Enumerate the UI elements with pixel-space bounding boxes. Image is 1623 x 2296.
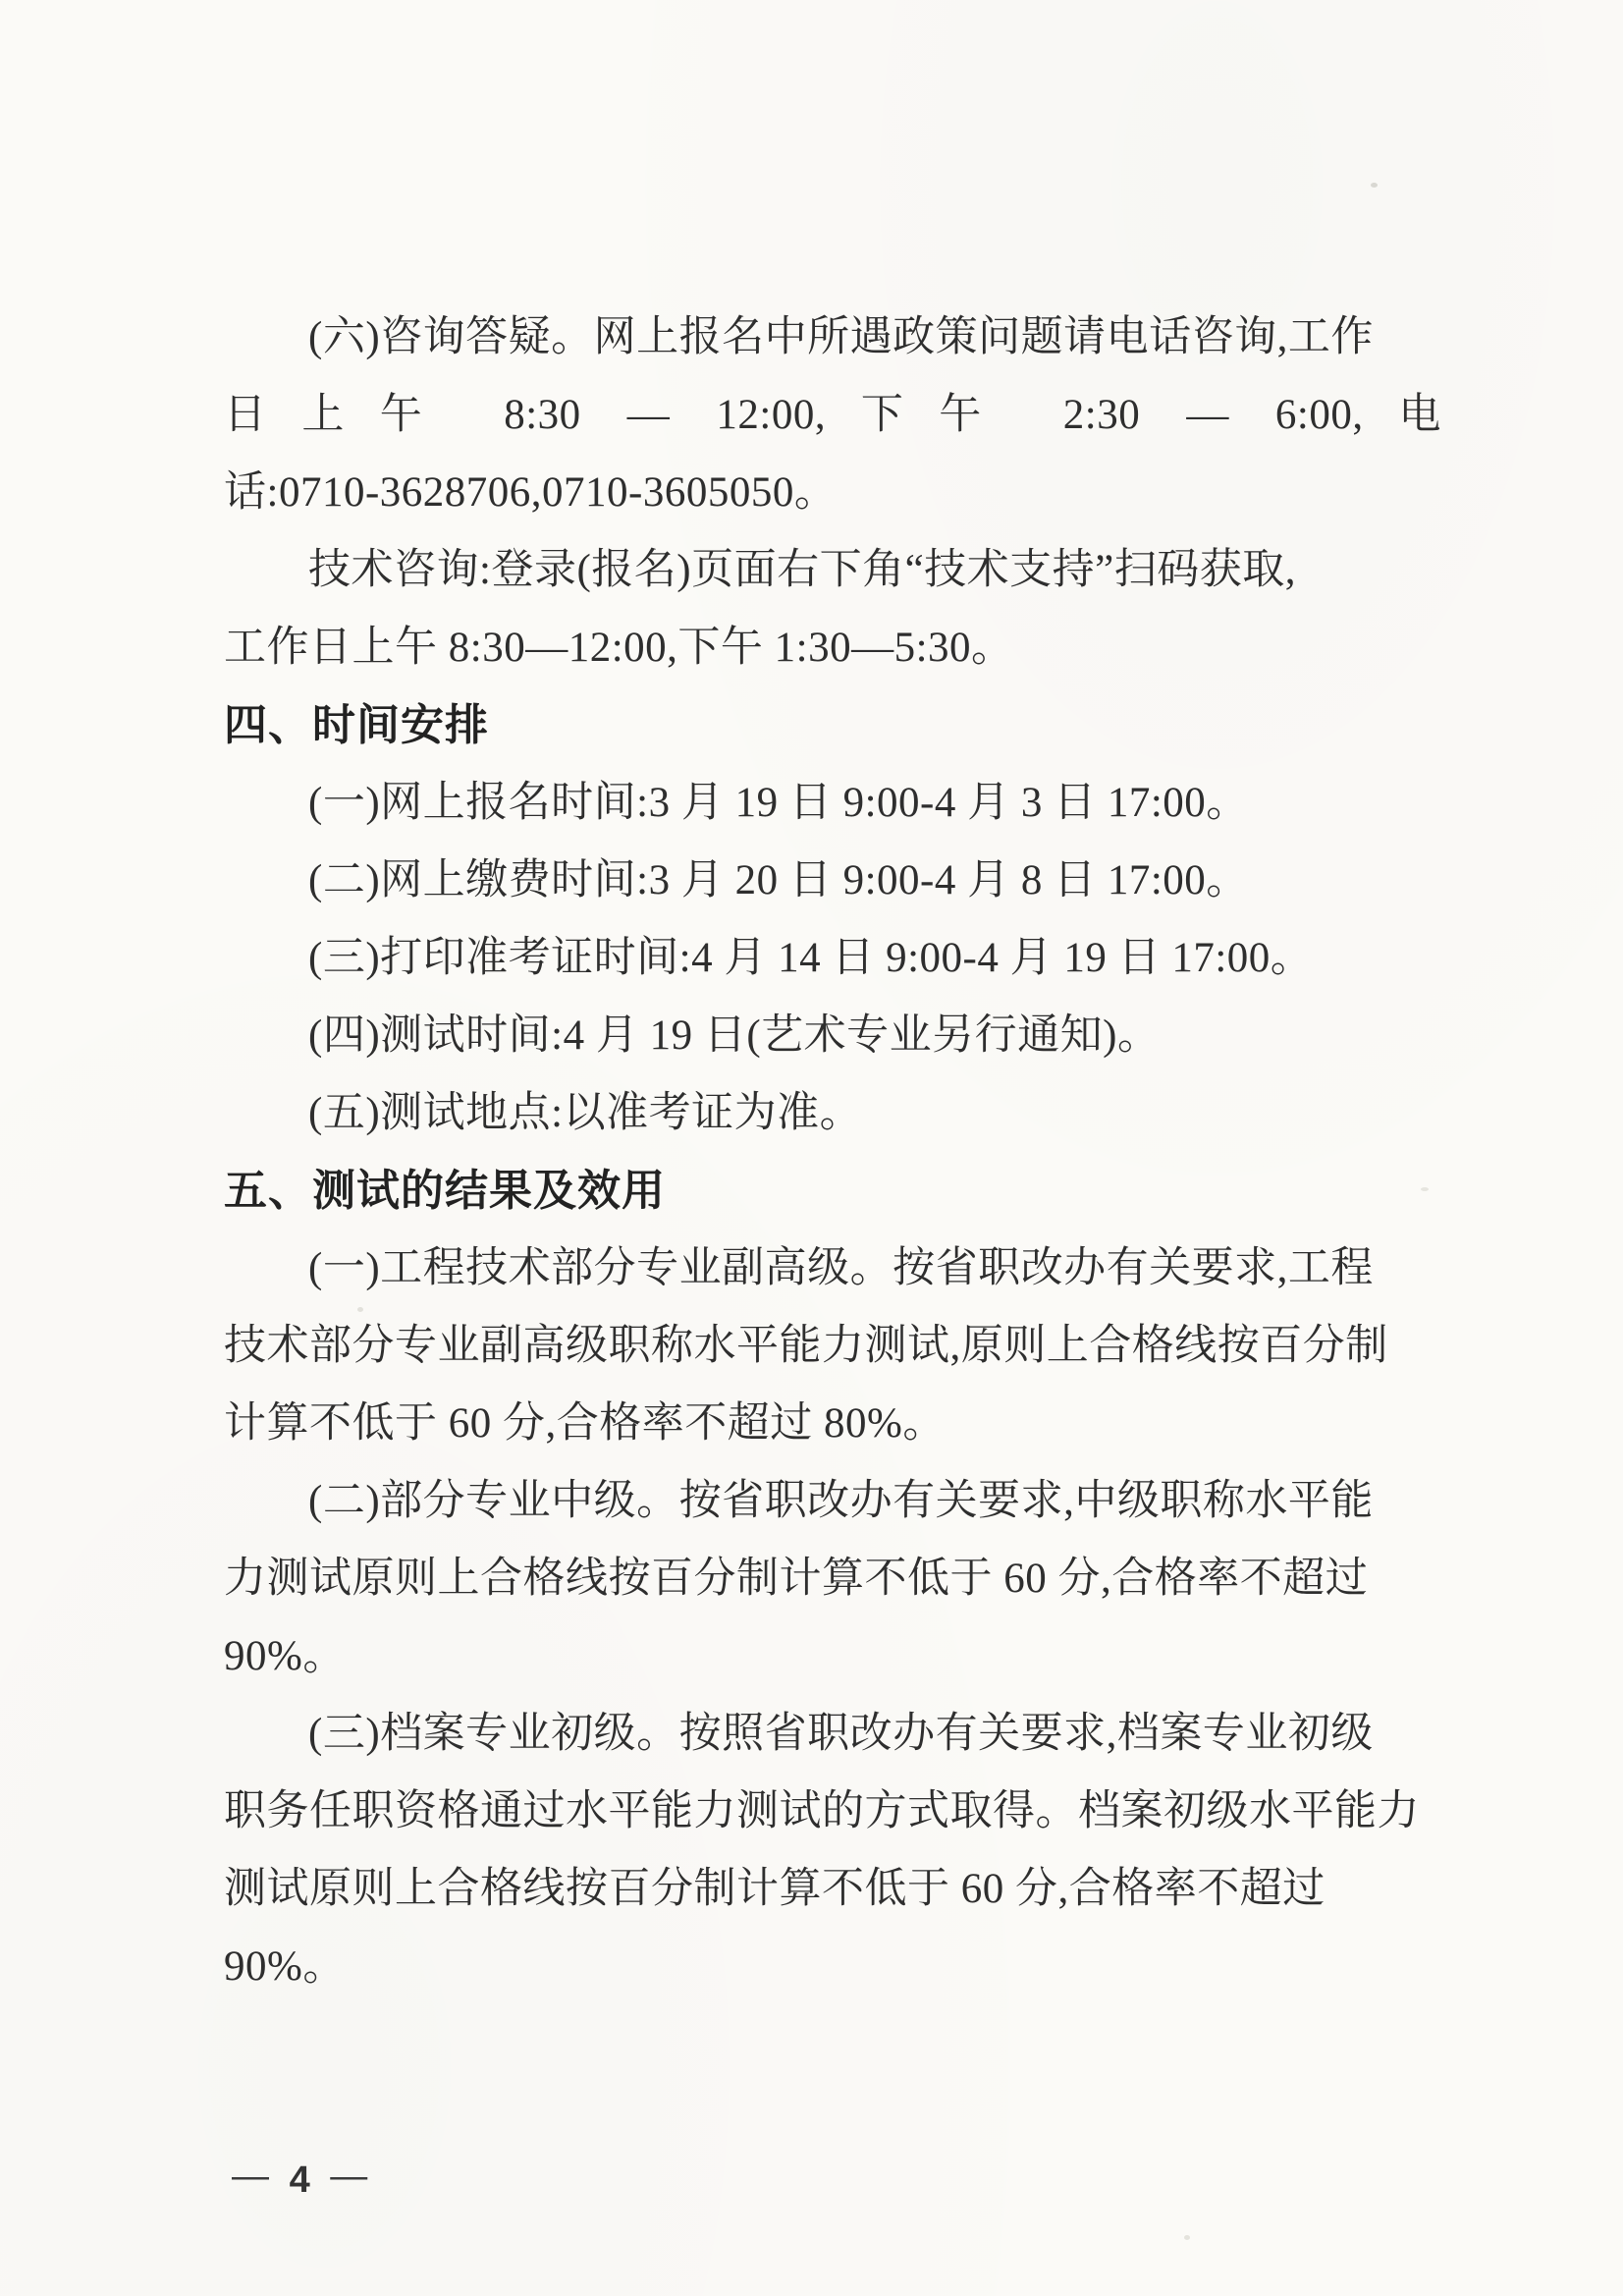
results-item-3-line-1: (三)档案专业初级。按照省职改办有关要求,档案专业初级	[308, 1711, 1374, 1757]
section-heading-results: 五、测试的结果及效用	[224, 1167, 666, 1215]
page-number-left-dash: —	[232, 2156, 271, 2197]
schedule-item-2: (二)网上缴费时间:3 月 20 日 9:00-4 月 8 日 17:00。	[308, 857, 1249, 903]
results-item-1-line-3: 计算不低于 60 分,合格率不超过 80%。	[224, 1400, 946, 1447]
schedule-item-3: (三)打印准考证时间:4 月 14 日 9:00-4 月 19 日 17:00。	[308, 935, 1314, 981]
results-item-3-line-3: 测试原则上合格线按百分制计算不低于 60 分,合格率不超过 90%。	[224, 1866, 1325, 1990]
page-number	[232, 2157, 369, 2204]
results-item-3-line-2: 职务任职资格通过水平能力测试的方式取得。档案初级水平能力	[224, 1788, 1420, 1834]
scan-speck	[1421, 1187, 1429, 1191]
schedule-item-5: (五)测试地点:以准考证为准。	[308, 1090, 863, 1136]
doc-line-consult-1: (六)咨询答疑。网上报名中所遇政策问题请电话咨询,工作	[308, 314, 1374, 360]
doc-line-tech-2: 工作日上午 8:30—12:00,下午 1:30—5:30。	[224, 625, 1014, 671]
section-heading-schedule: 四、时间安排	[224, 701, 489, 749]
results-item-2-line-3: 90%。	[224, 1633, 346, 1679]
results-item-1-line-2: 技术部分专业副高级职称水平能力测试,原则上合格线按百分制	[224, 1323, 1388, 1369]
scan-speck	[1184, 2235, 1190, 2240]
results-item-1-line-1: (一)工程技术部分专业副高级。按省职改办有关要求,工程	[308, 1245, 1374, 1291]
results-item-2-line-2: 力测试原则上合格线按百分制计算不低于 60 分,合格率不超过	[224, 1556, 1369, 1602]
document-body	[224, 299, 1441, 2005]
scan-speck	[1371, 183, 1378, 188]
doc-line-consult-3: 话:0710-3628706,0710-3605050。	[224, 469, 838, 516]
doc-line-consult-2: 日上午 8:30 — 12:00,下午 2:30 — 6:00,电	[224, 392, 1441, 438]
results-item-2-line-1: (二)部分专业中级。按省职改办有关要求,中级职称水平能	[308, 1478, 1374, 1524]
page-number-value: 4	[289, 2159, 312, 2201]
schedule-item-4: (四)测试时间:4 月 19 日(艺术专业另行通知)。	[308, 1012, 1161, 1059]
page-number-right-dash: —	[330, 2156, 370, 2197]
scan-speck	[357, 1307, 363, 1312]
schedule-item-1: (一)网上报名时间:3 月 19 日 9:00-4 月 3 日 17:00。	[308, 780, 1249, 826]
doc-line-tech-1: 技术咨询:登录(报名)页面右下角“技术支持”扫码获取,	[308, 547, 1297, 593]
